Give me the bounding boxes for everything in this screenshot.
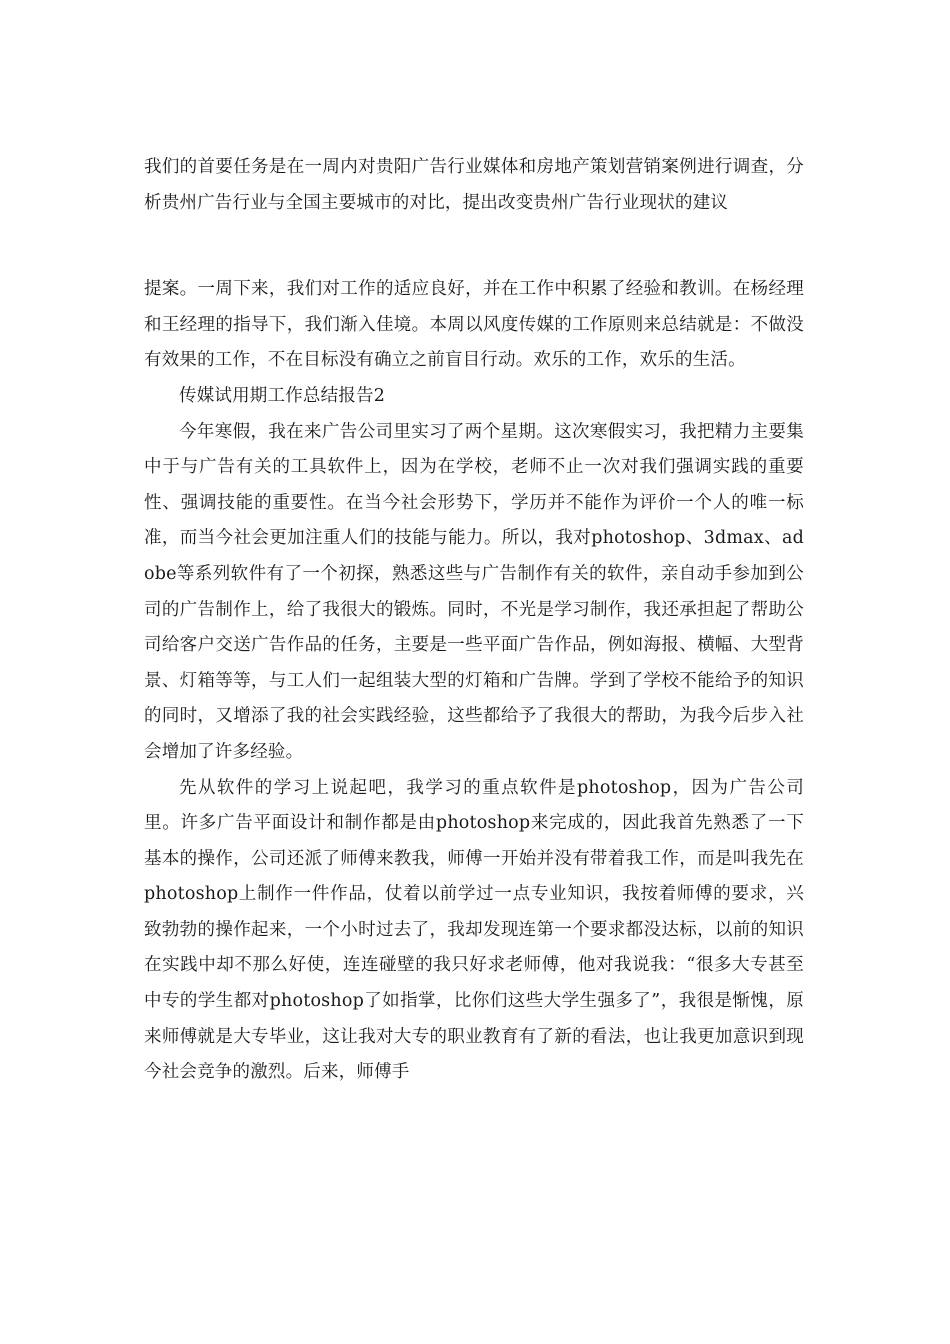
paragraph-intro: 我们的首要任务是在一周内对贵阳广告行业媒体和房地产策划营销案例进行调查，分析贵州广告行业与全国主要城市的对比，提出改变贵州广告行业现状的建议 bbox=[144, 157, 804, 213]
document-body bbox=[144, 150, 804, 1091]
paragraph-proposal: 提案。一周下来，我们对工作的适应良好，并在工作中积累了经验和教训。在杨经理和王经理的指导下，我们渐入佳境。本周以风度传媒的工作原则来总结就是：不做没有效果的工作，不在目标没有确立之前盲目行动。欢乐的工作，欢乐的生活。 bbox=[144, 279, 804, 371]
paragraph-software: 先从软件的学习上说起吧，我学习的重点软件是photoshop，因为广告公司里。许多广告平面设计和制作都是由photoshop来完成的，因此我首先熟悉了一下基本的操作，公司还派了师傅来教我，师傅一开始并没有带着我工作，而是叫我先在photoshop上制作一件作品，仗着以前学过一点专业知识，我按着师傅的要求，兴致勃勃的操作起来，一个小时过去了，我却发现连第一个要求都没达标，以前的知识在实践中却不那么好使，连连碰壁的我只好求老师傅，他对我说我：“很多大专甚至中专的学生都对photoshop了如指掌，比你们这些大学生强多了”，我很是惭愧，原来师傅就是大专毕业，这让我对大专的职业教育有了新的看法，也让我更加意识到现今社会竞争的激烈。后来，师傅手 bbox=[144, 777, 804, 1083]
paragraph-internship: 今年寒假，我在来广告公司里实习了两个星期。这次寒假实习，我把精力主要集中于与广告有关的工具软件上，因为在学校，老师不止一次对我们强调实践的重要性、强调技能的重要性。在当今社会形势下，学历并不能作为评价一个人的唯一标准，而当今社会更加注重人们的技能与能力。所以，我对photoshop、3dmax、adobe等系列软件有了一个初探，熟悉这些与广告制作有关的软件，亲自动手参加到公司的广告制作上，给了我很大的锻炼。同时，不光是学习制作，我还承担起了帮助公司给客户交送广告作品的任务，主要是一些平面广告作品，例如海报、横幅、大型背景、灯箱等等，与工人们一起组装大型的灯箱和广告牌。学到了学校不能给予的知识的同时，又增添了我的社会实践经验，这些都给予了我很大的帮助，为我今后步入社会增加了许多经验。 bbox=[144, 421, 804, 762]
section-heading: 传媒试用期工作总结报告2 bbox=[179, 385, 386, 406]
